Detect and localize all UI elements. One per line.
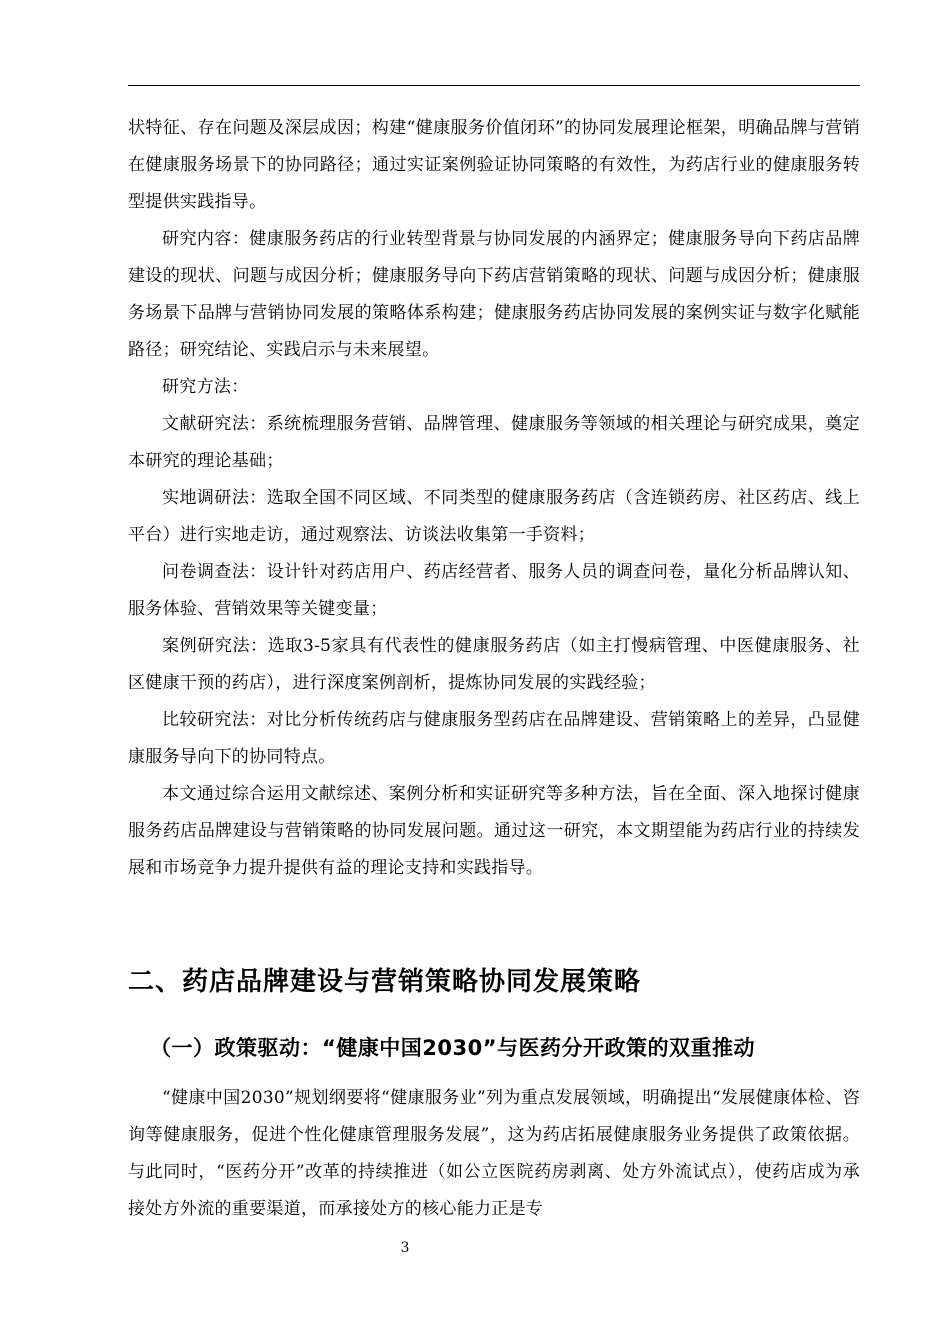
paragraph: “健康中国2030”规划纲要将“健康服务业”列为重点发展领域，明确提出“发展健康体检、咨询等健康服务，促进个性化健康管理服务发展”，这为药店拓展健康服务业务提供了政策依据。与此同时，“医药分开”改革的持续推进（如公立医院药房剥离、处方外流试点），使药店成为承接处方外流的重要渠道，而承接处方的核心能力正是专	[128, 1088, 860, 1219]
subsection-heading: （一）政策驱动：“健康中国2030”与医药分开政策的双重推动	[150, 1036, 756, 1060]
paragraph: 研究方法：	[162, 377, 249, 397]
paragraph: 实地调研法：选取全国不同区域、不同类型的健康服务药店（含连锁药房、社区药店、线上平台）进行实地走访，通过观察法、访谈法收集第一手资料；	[128, 488, 860, 545]
section-heading: 二、药店品牌建设与营销策略协同发展策略	[128, 967, 642, 997]
paragraph: 文献研究法：系统梳理服务营销、品牌管理、健康服务等领域的相关理论与研究成果，奠定本研究的理论基础；	[128, 414, 860, 471]
header-rule	[128, 85, 860, 86]
paragraph: 案例研究法：选取3-5家具有代表性的健康服务药店（如主打慢病管理、中医健康服务、社区健康干预的药店），进行深度案例剖析，提炼协同发展的实践经验；	[128, 636, 860, 693]
paragraph: 问卷调查法：设计针对药店用户、药店经营者、服务人员的调查问卷，量化分析品牌认知、服务体验、营销效果等关键变量；	[128, 562, 860, 619]
paragraph: 比较研究法：对比分析传统药店与健康服务型药店在品牌建设、营销策略上的差异，凸显健康服务导向下的协同特点。	[128, 710, 860, 767]
body-text-top	[128, 110, 860, 887]
paragraph: 状特征、存在问题及深层成因；构建“健康服务价值闭环”的协同发展理论框架，明确品牌与营销在健康服务场景下的协同路径；通过实证案例验证协同策略的有效性，为药店行业的健康服务转型提供实践指导。	[128, 118, 860, 212]
body-text-bottom	[128, 1080, 860, 1228]
page-number: 3	[400, 1240, 410, 1256]
paragraph: 研究内容：健康服务药店的行业转型背景与协同发展的内涵界定；健康服务导向下药店品牌建设的现状、问题与成因分析；健康服务导向下药店营销策略的现状、问题与成因分析；健康服务场景下品牌与营销协同发展的策略体系构建；健康服务药店协同发展的案例实证与数字化赋能路径；研究结论、实践启示与未来展望。	[128, 229, 860, 360]
paragraph: 本文通过综合运用文献综述、案例分析和实证研究等多种方法，旨在全面、深入地探讨健康服务药店品牌建设与营销策略的协同发展问题。通过这一研究，本文期望能为药店行业的持续发展和市场竞争力提升提供有益的理论支持和实践指导。	[128, 784, 860, 878]
